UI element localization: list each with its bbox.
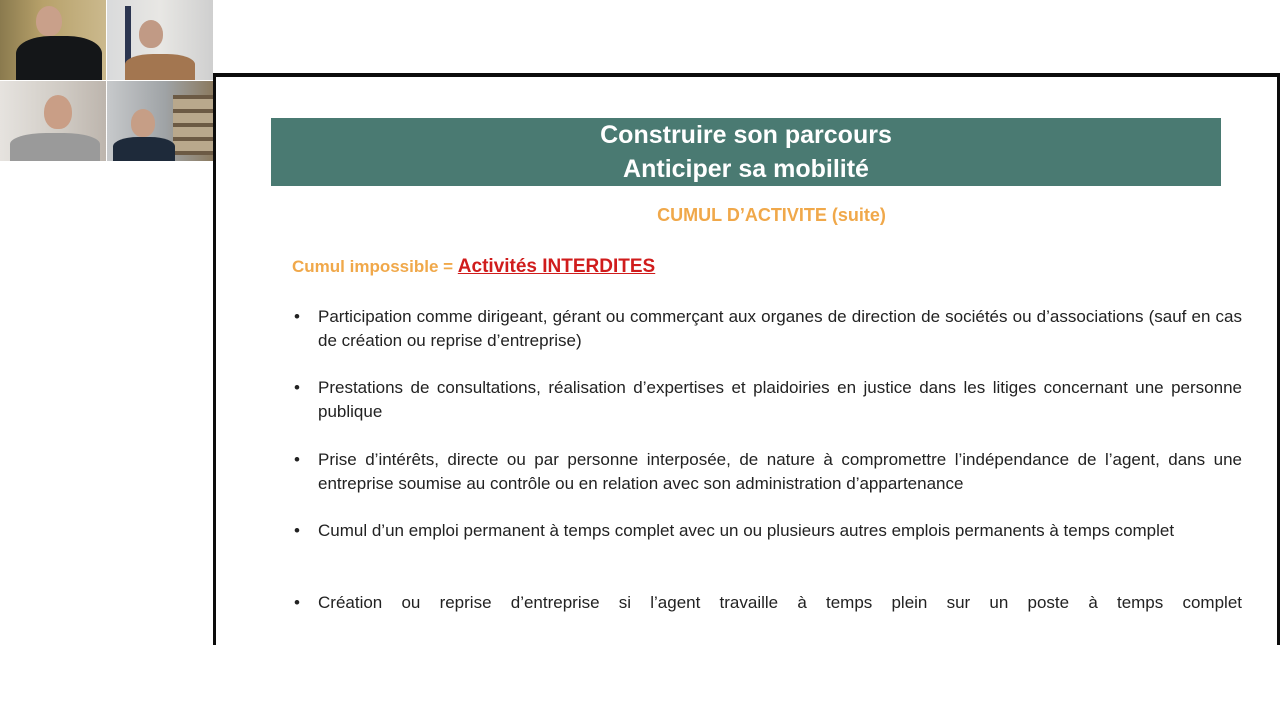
- bullet-item: [292, 305, 1242, 353]
- participant-head: [139, 20, 163, 48]
- participant-video-tile-1[interactable]: [0, 0, 106, 80]
- slide-subtitle: CUMUL D’ACTIVITE (suite): [657, 205, 886, 225]
- background-shelf: [173, 95, 213, 155]
- bullet-icon: •: [294, 521, 300, 540]
- participant-video-tile-4[interactable]: [107, 81, 213, 161]
- participant-head: [44, 95, 72, 129]
- participant-video-tile-2[interactable]: [107, 0, 213, 80]
- shared-slide: [213, 73, 1280, 645]
- participant-body: [125, 54, 195, 80]
- lead-prefix: Cumul impossible =: [292, 257, 458, 276]
- bullet-text: Prise d’intérêts, directe ou par personne interposée, de nature à compromettre l’indépendance de l’agent, dans une entreprise soumise au contrôle ou en relation avec son administration d’appartenance: [318, 450, 1242, 493]
- lead-emphasis: Activités INTERDITES: [457, 256, 656, 277]
- participant-body: [113, 137, 175, 161]
- bullet-text: Prestations de consultations, réalisation d’expertises et plaidoiries en justice dans les litiges concernant une personne publique: [318, 378, 1242, 421]
- slide-title-band: [271, 118, 1221, 186]
- bullet-item: [292, 519, 1242, 543]
- participant-body: [16, 36, 102, 80]
- bullet-text: Participation comme dirigeant, gérant ou commerçant aux organes de direction de sociétés ou d’associations (sauf en cas de création ou reprise d’entreprise): [318, 307, 1242, 350]
- participant-head: [36, 6, 62, 36]
- slide-title-line-2: Anticiper sa mobilité: [623, 155, 869, 183]
- bullet-item: [292, 448, 1242, 496]
- slide-lead: [292, 256, 655, 278]
- bullet-item: [292, 591, 1242, 615]
- participant-body: [10, 133, 100, 161]
- bullet-text: Cumul d’un emploi permanent à temps complet avec un ou plusieurs autres emplois permanents à temps complet: [318, 521, 1175, 540]
- bullet-icon: •: [294, 450, 300, 469]
- bullet-icon: •: [294, 593, 300, 612]
- slide-title-line-1: Construire son parcours: [600, 121, 892, 149]
- participant-video-tile-3[interactable]: [0, 81, 106, 161]
- bullet-icon: •: [294, 378, 300, 397]
- bullet-text: Création ou reprise d’entreprise si l’agent travaille à temps plein sur un poste à temps complet: [318, 593, 1242, 612]
- bullet-item: [292, 376, 1242, 424]
- participant-head: [131, 109, 155, 137]
- bullet-icon: •: [294, 307, 300, 326]
- video-participants-grid: [0, 0, 213, 160]
